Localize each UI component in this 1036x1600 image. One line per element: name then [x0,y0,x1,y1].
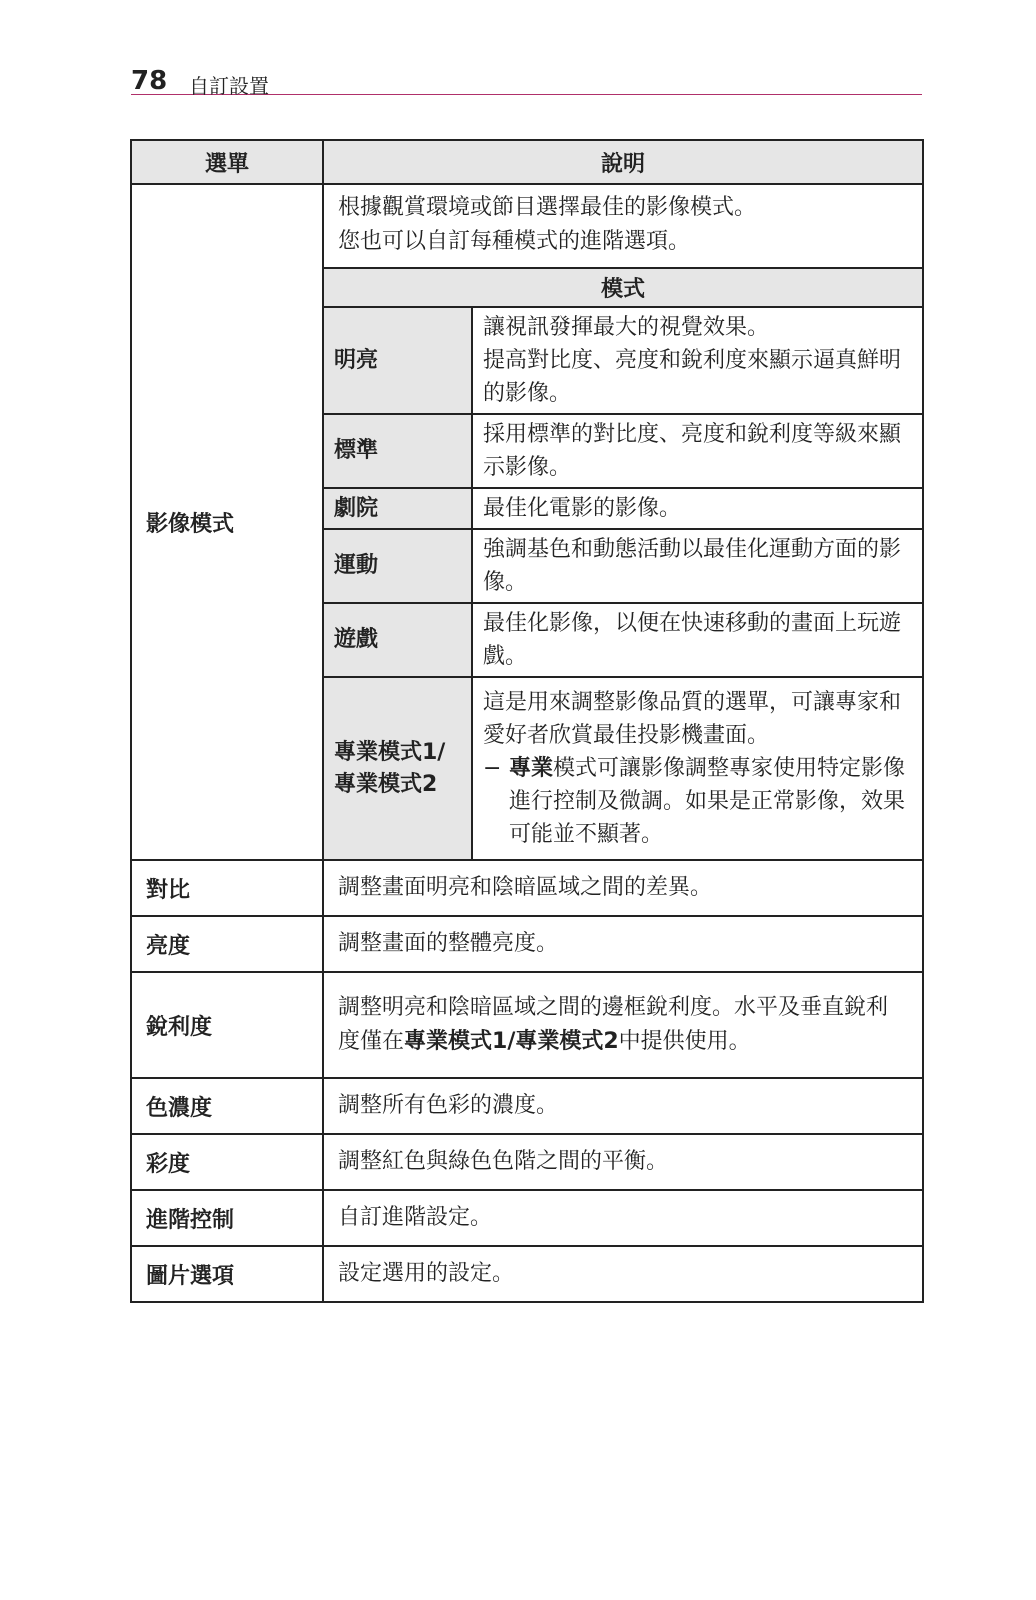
mode-desc-vivid [472,307,922,414]
column-header-description: 說明 [323,140,923,184]
row-label-sharpness: 銳利度 [131,972,323,1078]
mode-desc-cinema: 最佳化電影的影像。 [472,488,922,529]
table-row-picture-mode [131,184,923,860]
column-header-menu: 選單 [131,140,323,184]
mode-row [324,414,922,488]
mode-name-game: 遊戲 [324,603,472,677]
picture-mode-detail [323,184,923,860]
row-desc-color: 調整所有色彩的濃度。 [323,1078,923,1134]
table-row [131,1134,923,1190]
table-header-row [131,140,923,184]
expert-note [483,752,912,851]
table-row [131,1078,923,1134]
row-label-advanced-control: 進階控制 [131,1190,323,1246]
row-desc-advanced-control: 自訂進階設定。 [323,1190,923,1246]
mode-name-cinema: 劇院 [324,488,472,529]
picture-mode-intro [324,185,922,267]
mode-subtable [324,267,922,859]
mode-row [324,529,922,603]
expert-note-rest: 模式可讓影像調整專家使用特定影像進行控制及微調。如果是正常影像，效果可能並不顯著。 [509,756,906,847]
intro-line-2: 您也可以自訂每種模式的進階選項。 [338,229,691,254]
row-label-picture-options: 圖片選項 [131,1246,323,1302]
row-label-picture-mode: 影像模式 [131,184,323,860]
sharpness-desc-bold: 專業模式1/專業模式2 [404,1029,619,1054]
section-title: 自訂設置 [189,74,269,98]
row-desc-brightness: 調整畫面的整體亮度。 [323,916,923,972]
mode-desc-line: 提高對比度、亮度和銳利度來顯示逼真鮮明的影像。 [483,348,902,406]
dash-bullet: − [483,756,502,781]
table-row [131,1190,923,1246]
mode-desc-game: 最佳化影像，以便在快速移動的畫面上玩遊戲。 [472,603,922,677]
mode-desc-sports: 強調基色和動態活動以最佳化運動方面的影像。 [472,529,922,603]
mode-desc-line: 讓視訊發揮最大的視覺效果。 [483,315,770,340]
mode-name-vivid: 明亮 [324,307,472,414]
mode-subheader: 模式 [324,268,922,307]
mode-name-expert: 專業模式1/ 專業模式2 [324,677,472,859]
expert-note-bold: 專業 [509,756,554,781]
mode-name-sports: 運動 [324,529,472,603]
mode-desc-standard: 採用標準的對比度、亮度和銳利度等級來顯示影像。 [472,414,922,488]
row-label-contrast: 對比 [131,860,323,916]
page-number: 78 [131,66,168,96]
row-label-tint: 彩度 [131,1134,323,1190]
mode-row [324,488,922,529]
mode-name-standard: 標準 [324,414,472,488]
row-desc-contrast: 調整畫面明亮和陰暗區域之間的差異。 [323,860,923,916]
mode-row [324,603,922,677]
row-desc-sharpness [323,972,923,1078]
row-desc-tint: 調整紅色與綠色色階之間的平衡。 [323,1134,923,1190]
settings-table [130,139,924,1303]
row-desc-picture-options: 設定選用的設定。 [323,1246,923,1302]
row-label-color: 色濃度 [131,1078,323,1134]
table-row [131,972,923,1078]
page-header [131,62,922,98]
table-row [131,860,923,916]
intro-line-1: 根據觀賞環境或節目選擇最佳的影像模式。 [338,195,757,220]
mode-row [324,677,922,859]
table-row [131,1246,923,1302]
table-row [131,916,923,972]
mode-desc-expert [472,677,922,859]
expert-desc: 這是用來調整影像品質的選單，可讓專家和愛好者欣賞最佳投影機畫面。 [483,690,902,748]
expert-note-text [509,752,912,851]
sharpness-desc-post: 中提供使用。 [618,1029,751,1054]
mode-row [324,307,922,414]
sharpness-desc-pre: 調整明亮和陰暗區域之間的邊框銳利度。水平及垂直銳利度僅在 [338,995,889,1054]
row-label-brightness: 亮度 [131,916,323,972]
